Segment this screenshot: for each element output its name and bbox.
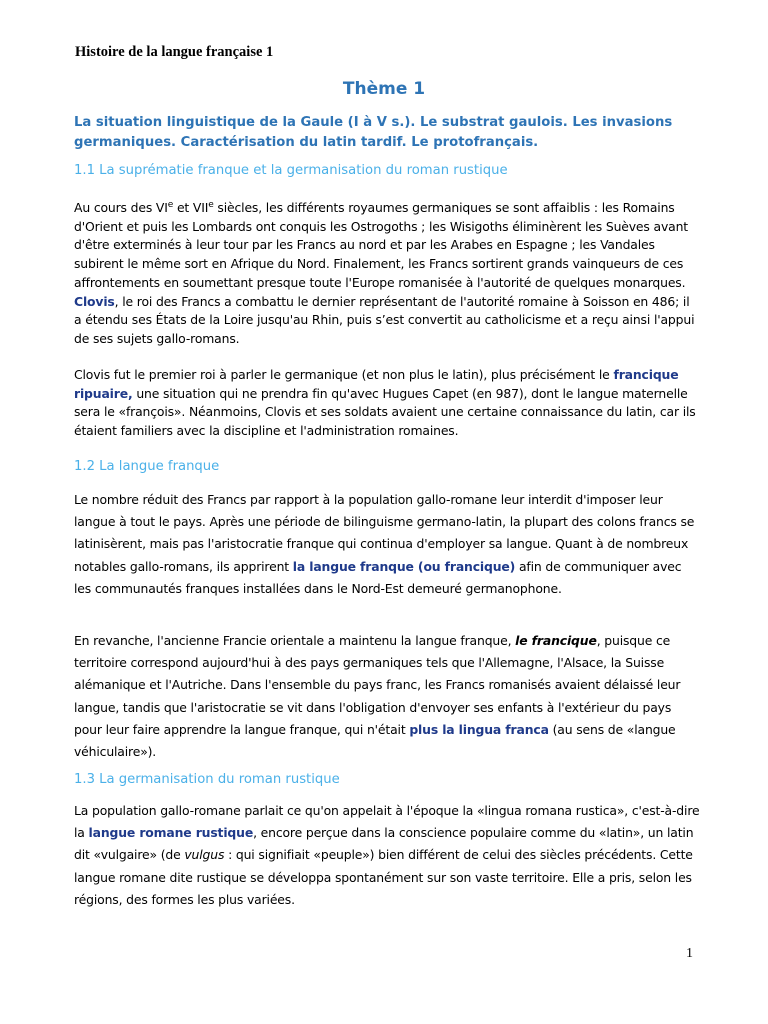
text-run: : qui signifiait «peuple») bien différent de celui des siècles précédents. Cette langue romane dite rustique se développa spontanément sur son vaste territoire. Elle a pris, selon les régions, des formes les plus variées. xyxy=(74,847,693,907)
highlight-clovis: Clovis xyxy=(74,293,115,309)
text-run: La population gallo-romane parlait ce qu'on appelait à l'époque la «lingua romana rustica», c'est-à-dire la xyxy=(74,803,700,841)
highlight-francique-ripuaire: francique ripuaire, xyxy=(74,367,679,401)
paragraph-4 xyxy=(74,630,700,763)
text-run: siècles, les différents royaumes germaniques se sont affaiblis : les Romains d'Orient et puis les Lombards ont conquis les Ostrogoths ; les Wisigoths éliminèrent les Suèves avant d'être exterminés à leur tour par les Francs au nord et par les Arabes en Espagne ; les Vandales subirent le même sort en Afrique du Nord. Finalement, les Francs sortirent grands vainqueurs de ces affrontements en soumettant presque toute l'Europe romanisée à l'autorité de quelques monarques. xyxy=(74,200,688,290)
paragraph-2 xyxy=(74,366,700,441)
text-run: Clovis fut le premier roi à parler le germanique (et non plus le latin), plus précisément le xyxy=(74,367,614,382)
theme-title: Thème 1 xyxy=(342,79,426,99)
highlight-langue-franque: la langue franque (ou francique) xyxy=(292,558,516,574)
text-run: , encore perçue dans la conscience populaire comme du «latin», un latin dit «vulgaire» (de xyxy=(74,825,694,863)
superscript: e xyxy=(167,200,174,210)
highlight-langue-romane-rustique: langue romane rustique xyxy=(88,825,254,841)
theme-subtitle: La situation linguistique de la Gaule (I à V s.). Le substrat gaulois. Les invasions germaniques. Caractérisation du latin tardif. Le protofrançais. xyxy=(74,115,673,150)
section-heading-1-3: 1.3 La germanisation du roman rustique xyxy=(74,772,340,787)
text-run: afin de communiquer avec les communautés franques installées dans le Nord-Est demeuré germanophone. xyxy=(74,558,682,596)
running-header: Histoire de la langue française 1 xyxy=(75,44,274,60)
text-run: , puisque ce territoire correspond aujourd'hui à des pays germaniques tels que l'Allemagne, l'Alsace, la Suisse alémanique et l'Autriche. Dans l'ensemble du pays franc, les Francs romanisés avaient délaissé leur langue, tandis que l'aristocratie se vit dans l'obligation d'envoyer ses enfants à l'extérieur du pays pour leur faire apprendre la langue franque, qui n'était xyxy=(74,633,681,737)
page-number: 1 xyxy=(686,946,693,961)
text-run: (au sens de «langue véhiculaire»). xyxy=(74,721,676,760)
section-heading-1-1: 1.1 La suprématie franque et la germanisation du roman rustique xyxy=(74,163,508,178)
section-heading-1-2: 1.2 La langue franque xyxy=(74,459,220,474)
text-run: En revanche, l'ancienne Francie orientale a maintenu la langue franque, xyxy=(74,633,516,648)
highlight-lingua-franca: plus la lingua franca xyxy=(409,721,549,737)
paragraph-1 xyxy=(74,199,700,349)
italic-vulgus: vulgus xyxy=(184,847,225,863)
text-run: Au cours des VI xyxy=(74,200,168,215)
text-run: , le roi des Francs a combattu le dernier représentant de l'autorité romaine à Soisson en 486; il a étendu ses États de la Loire jusqu'au Rhin, puis s’est convertit au catholicisme et a reçu ainsi l'appui de ses sujets gallo-romans. xyxy=(74,293,695,346)
text-run: et VII xyxy=(173,200,209,215)
paragraph-5 xyxy=(74,800,700,911)
paragraph-3 xyxy=(74,489,700,600)
text-run: une situation qui ne prendra fin qu'avec Hugues Capet (en 987), dont le langue maternelle sera le «françois». Néanmoins, Clovis et ses soldats avaient une certaine connaissance du latin, car ils étaient familiers avec la discipline et l'administration romaines. xyxy=(74,385,696,439)
superscript: e xyxy=(208,200,214,210)
emphasis-le-francique: le francique xyxy=(515,633,597,648)
text-run: Le nombre réduit des Francs par rapport à la population gallo-romane leur interdit d'imposer leur langue à tout le pays. Après une période de bilinguisme germano-latin, la plupart des colons francs se latinisèrent, mais pas l'aristocratie franque qui continua d'employer sa langue. Quant à de nombreux notables gallo-romans, ils apprirent xyxy=(74,492,695,574)
